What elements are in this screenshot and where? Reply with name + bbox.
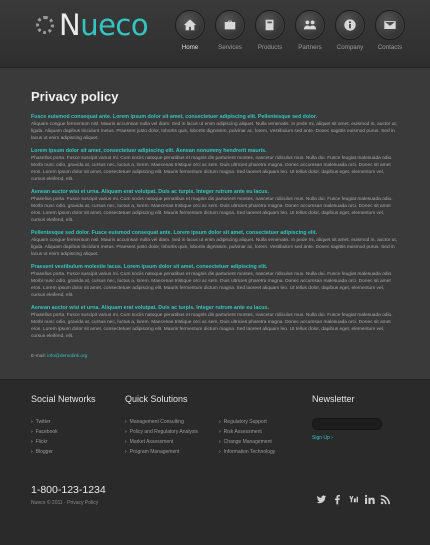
solution-link[interactable] (125, 427, 198, 437)
arrow-right-icon: › (125, 429, 127, 435)
section-heading[interactable]: Pellentesque sed dolor. Fusce euismod consequat ante. Lorem ipsum dolor sit amet, consectetuer adipiscing elit. (31, 230, 318, 236)
solution-link[interactable] (125, 447, 198, 457)
nav-circle (215, 10, 245, 40)
nav-item-contacts[interactable] (370, 10, 410, 51)
section-body: Aliquam congue fermentum nisl. Mauris accumsan nulla vel diam. Sed in lacus ut enim adipiscing aliquet. Nulla venenatis. In pede mi, aliquet sit amet, euismod in, auctor ut, ligula. Aliquam dapibus tincidunt metus. Praesent justo dolor, lobortis quis, lobortis dignissim, pulvinar ac, lorem. Vestibulum sed ante. Donec sagittis euismod purus. Sed in lacus ut enim adipiscing aliquet. (31, 122, 398, 141)
social-link-twitter[interactable] (31, 417, 58, 427)
social-icons (312, 493, 392, 506)
arrow-right-icon: › (219, 429, 221, 435)
quick-solutions-list-1 (125, 417, 198, 457)
section-heading[interactable]: Fusce euismod consequat ante. Lorem ipsum dolor sit amet, consectetuer adipiscing elit. Pellentesque sed dolor. (31, 114, 318, 120)
link-label: Blogger (35, 449, 53, 455)
page-title: Privacy policy (31, 89, 119, 104)
link-label: Policy and Regulatory Analysis (129, 429, 199, 435)
solution-link[interactable] (125, 417, 198, 427)
solution-link[interactable] (219, 417, 275, 427)
nav-circle (375, 10, 405, 40)
main-content (0, 68, 430, 380)
social-link-flickr[interactable] (31, 437, 58, 447)
link-label: Flickr (35, 439, 48, 445)
social-link-facebook[interactable] (31, 427, 58, 437)
link-label: Risk Assessment (223, 429, 262, 435)
youtube-icon[interactable] (347, 493, 360, 506)
social-networks-heading: Social Networks (31, 394, 96, 404)
solution-link[interactable] (125, 437, 198, 447)
site-header (0, 0, 430, 68)
section-body: Phasellus porta. Fusce suscipit varius mi. Cum sociis natoque penatibus et magnis dis parturient montes, nascetur ridiculus mus. Nulla dui. Fusce feugiat malesuada odio. Morbi nunc odio, gravida at, cursus nec, luctus a, lorem. Maecenas tristique orci ac sem. Duis ultricies pharetra magna. Donec accumsan malesuada orci. Donec sit amet eros. Lorem ipsum dolor sit amet, consectetuer adipiscing elit. Mauris fermentum dictum magna. Sed laoreet aliquam leo. Ut tellus dolor, dapibus eget, elementum vel, cursus eleifend, elit. (31, 313, 393, 339)
link-label: Facebook (35, 429, 58, 435)
section-heading[interactable]: Lorem ipsum dolor sit amet, consectetuer adipiscing elit. Aenean nonummy hendrerit mauris. (31, 148, 267, 154)
nav-item-company[interactable] (330, 10, 370, 51)
nav-label: Partners (298, 44, 322, 51)
nav-circle (175, 10, 205, 40)
social-networks-list (31, 417, 58, 457)
policy-section (31, 114, 399, 142)
twitter-icon[interactable] (315, 493, 328, 506)
solution-link[interactable] (219, 437, 275, 447)
email-line (31, 354, 87, 359)
quick-solutions-heading: Quick Solutions (125, 394, 188, 404)
arrow-right-icon: › (219, 449, 221, 455)
link-label: Market Assessment (129, 439, 174, 445)
nav-label: Home (181, 44, 199, 51)
nav-item-services[interactable] (210, 10, 250, 51)
section-heading[interactable]: Aenean auctor wisi et urna. Aliquam erat volutpat. Duis ac turpis. Integer rutrum ante eu lacus. (31, 189, 269, 195)
newsletter-email-input[interactable] (312, 418, 382, 430)
sign-up-link[interactable]: Sign Up › (312, 435, 333, 441)
info-icon (343, 18, 357, 32)
nav-item-products[interactable] (250, 10, 290, 51)
logo-first-letter: N (59, 7, 81, 42)
policy-articles (31, 114, 399, 346)
section-body: Phasellus porta. Fusce suscipit varius mi. Cum sociis natoque penatibus et magnis dis parturient montes, nascetur ridiculus mus. Nulla dui. Fusce feugiat malesuada odio. Morbi nunc odio, gravida at, cursus nec, luctus a, lorem. Maecenas tristique orci ac sem. Duis ultricies pharetra magna. Donec accumsan malesuada orci. Donec sit amet eros. Lorem ipsum dolor sit amet, consectetuer adipiscing elit. Mauris fermentum dictum magna. Sed laoreet aliquam leo. Ut tellus dolor, dapibus eget, elementum vel, cursus eleifend, elit. (31, 272, 393, 298)
newsletter-heading: Newsletter (312, 394, 355, 404)
arrow-right-icon: › (31, 429, 33, 435)
copyright: Nueco © 2011 · Privacy Policy (31, 500, 99, 506)
nav-label: Products (257, 44, 283, 51)
arrow-right-icon: › (125, 419, 127, 425)
section-heading[interactable]: Praesent vestibulum molestie lacus. Lorem ipsum dolor sit amet, consectetuer adipiscing elit. (31, 264, 268, 270)
social-link-blogger[interactable] (31, 447, 58, 457)
link-label: Information Technology (223, 449, 276, 455)
section-body: Phasellus porta. Fusce suscipit varius mi. Cum sociis natoque penatibus et magnis dis parturient montes, nascetur ridiculus mus. Nulla dui. Fusce feugiat malesuada odio. Morbi nunc odio, gravida at, cursus nec, luctus a, lorem. Maecenas tristique orci ac sem. Duis ultricies pharetra magna. Donec accumsan malesuada orci. Donec sit amet eros. Lorem ipsum dolor sit amet, consectetuer adipiscing elit. Mauris fermentum dictum magna. Sed laoreet aliquam leo. Ut tellus dolor, dapibus eget, elementum vel, cursus eleifend, elit. (31, 197, 393, 223)
arrow-right-icon: › (125, 439, 127, 445)
email-link[interactable]: info@demolink.org (47, 354, 88, 359)
gear-logo-icon (36, 16, 54, 34)
logo-rest: ueco (80, 7, 149, 42)
nav-label: Contacts (377, 44, 403, 51)
quick-solutions-list-2 (219, 417, 275, 457)
arrow-right-icon: › (219, 419, 221, 425)
mail-icon (383, 18, 397, 32)
logo[interactable] (36, 8, 148, 42)
policy-section (31, 305, 399, 340)
site-footer (0, 381, 430, 545)
policy-section (31, 148, 399, 183)
nav-label: Services (218, 44, 242, 51)
facebook-icon[interactable] (331, 493, 344, 506)
policy-section (31, 264, 399, 299)
link-label: Change Management (223, 439, 272, 445)
link-label: Program Management (129, 449, 180, 455)
section-heading[interactable]: Aenean auctor wisi et urna. Aliquam erat volutpat. Duis ac turpis. Integer rutrum ante eu lacus. (31, 305, 269, 311)
linkedin-icon[interactable] (363, 493, 376, 506)
link-label: Twitter (35, 419, 51, 425)
section-body: Phasellus porta. Fusce suscipit varius mi. Cum sociis natoque penatibus et magnis dis parturient montes, nascetur ridiculus mus. Nulla dui. Fusce feugiat malesuada odio. Morbi nunc odio, gravida at, cursus nec, luctus a, lorem. Maecenas tristique orci ac sem. Duis ultricies pharetra magna. Donec accumsan malesuada orci. Donec sit amet eros. Lorem ipsum dolor sit amet, consectetuer adipiscing elit. Mauris fermentum dictum magna. Sed laoreet aliquam leo. Ut tellus dolor, dapibus eget, elementum vel, cursus eleifend, elit. (31, 156, 393, 182)
home-icon (183, 18, 197, 32)
link-label: Management Consulting (129, 419, 184, 425)
main-nav (170, 10, 410, 51)
book-icon (263, 18, 277, 32)
logo-text (59, 7, 149, 42)
nav-item-home[interactable] (170, 10, 210, 51)
solution-link[interactable] (219, 427, 275, 437)
rss-icon[interactable] (379, 493, 392, 506)
arrow-right-icon: › (31, 439, 33, 445)
policy-section (31, 230, 399, 258)
nav-item-partners[interactable] (290, 10, 330, 51)
briefcase-icon (223, 18, 237, 32)
nav-circle (335, 10, 365, 40)
solution-link[interactable] (219, 447, 275, 457)
arrow-right-icon: › (125, 449, 127, 455)
arrow-right-icon: › (31, 419, 33, 425)
policy-section (31, 189, 399, 224)
link-label: Regulatory Support (223, 419, 267, 425)
nav-circle (255, 10, 285, 40)
section-body: Aliquam congue fermentum nisl. Mauris accumsan nulla vel diam. Sed in lacus ut enim adipiscing aliquet. Nulla venenatis. In pede mi, aliquet sit amet, euismod in, auctor ut, ligula. Aliquam dapibus tincidunt metus. Praesent justo dolor, lobortis quis, lobortis dignissim, pulvinar ac, lorem. Vestibulum sed ante. Donec sagittis euismod purus. Sed in lacus ut enim adipiscing aliquet. (31, 238, 398, 257)
people-icon (303, 18, 317, 32)
nav-circle (295, 10, 325, 40)
nav-label: Company (336, 44, 364, 51)
arrow-right-icon: › (219, 439, 221, 445)
phone-number: 1-800-123-1234 (31, 484, 106, 496)
email-label: E-mail: (31, 354, 46, 359)
arrow-right-icon: › (31, 449, 33, 455)
